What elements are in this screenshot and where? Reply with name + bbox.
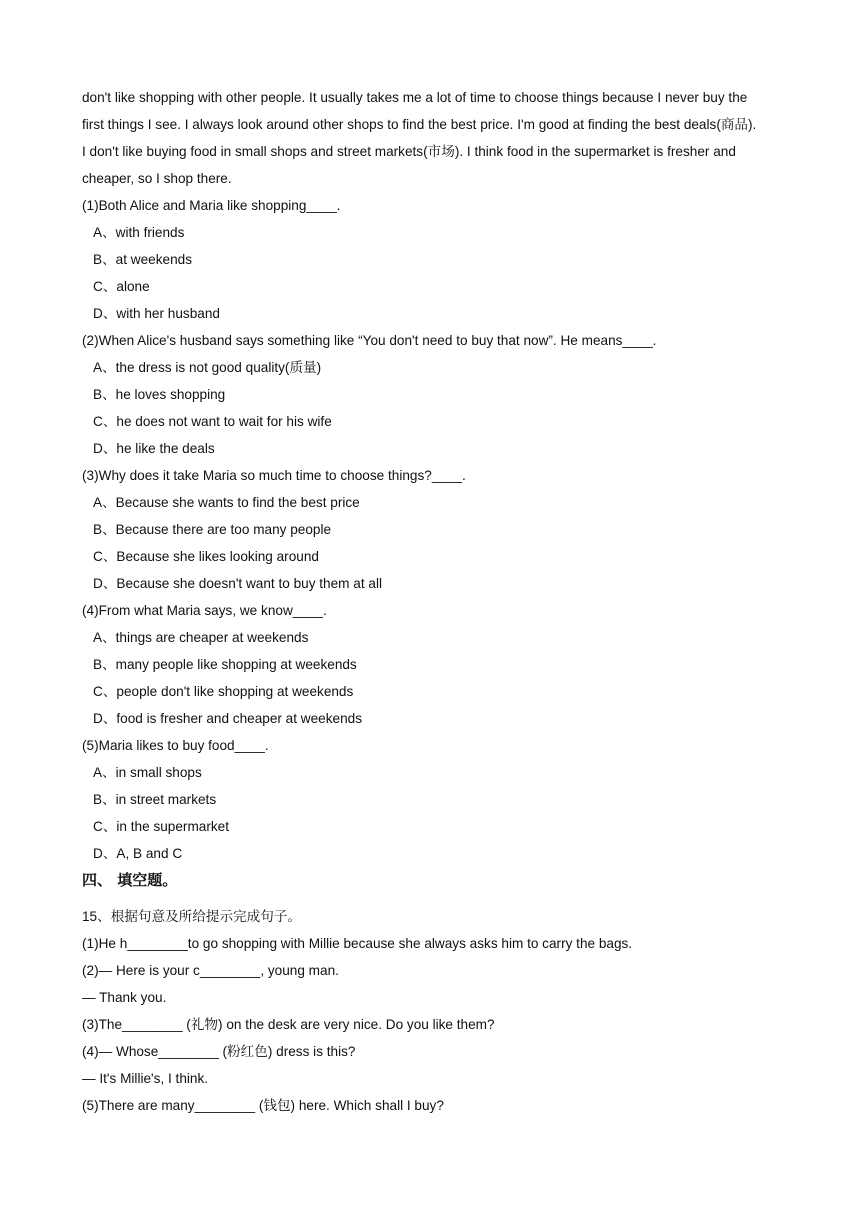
option-d: D、food is fresher and cheaper at weekends	[93, 711, 363, 726]
section-instruction: 15、根据句意及所给提示完成句子。	[82, 909, 302, 924]
question-stem: (1)Both Alice and Maria like shopping____.	[82, 198, 341, 213]
fill-line: — It's Millie's, I think.	[82, 1071, 209, 1086]
option-b: B、Because there are too many people	[93, 522, 332, 537]
fill-in-section	[82, 903, 782, 1119]
option-a: A、Because she wants to find the best price	[93, 495, 360, 510]
option-b: B、many people like shopping at weekends	[93, 657, 357, 672]
question-5	[82, 732, 782, 867]
fill-line: (1)He h________to go shopping with Millie because she always asks him to carry the bags.	[82, 936, 633, 951]
document-page	[82, 84, 782, 1119]
passage-line: I don't like buying food in small shops and street markets(市场). I think food in the supermarket is fresher and	[82, 144, 736, 159]
passage-line: don't like shopping with other people. It usually takes me a lot of time to choose things because I never buy the	[82, 90, 748, 105]
fill-line: (2)— Here is your c________, young man.	[82, 963, 339, 978]
option-c: C、he does not want to wait for his wife	[93, 414, 332, 429]
question-4	[82, 597, 782, 732]
option-c: C、people don't like shopping at weekends	[93, 684, 354, 699]
reading-passage	[82, 84, 782, 192]
option-a: A、the dress is not good quality(质量)	[93, 360, 322, 375]
passage-line: first things I see. I always look around other shops to find the best price. I'm good at finding the best deals(商品).	[82, 117, 757, 132]
option-c: C、Because she likes looking around	[93, 549, 319, 564]
option-d: D、Because she doesn't want to buy them at all	[93, 576, 382, 591]
option-a: A、in small shops	[93, 765, 202, 780]
question-2	[82, 327, 782, 462]
option-a: A、with friends	[93, 225, 185, 240]
option-c: C、alone	[93, 279, 150, 294]
fill-line: — Thank you.	[82, 990, 167, 1005]
question-stem: (5)Maria likes to buy food____.	[82, 738, 269, 753]
question-stem: (2)When Alice's husband says something like “You don't need to buy that now”. He means____.	[82, 333, 657, 348]
fill-line: (4)— Whose________ (粉红色) dress is this?	[82, 1044, 356, 1059]
option-b: B、at weekends	[93, 252, 192, 267]
option-a: A、things are cheaper at weekends	[93, 630, 309, 645]
question-3	[82, 462, 782, 597]
question-1	[82, 192, 782, 327]
option-d: D、with her husband	[93, 306, 220, 321]
option-b: B、in street markets	[93, 792, 217, 807]
fill-line: (3)The________ (礼物) on the desk are very nice. Do you like them?	[82, 1017, 495, 1032]
section-heading: 四、 填空题。	[82, 871, 178, 889]
option-d: D、he like the deals	[93, 441, 215, 456]
option-b: B、he loves shopping	[93, 387, 226, 402]
question-stem: (4)From what Maria says, we know____.	[82, 603, 327, 618]
fill-line: (5)There are many________ (钱包) here. Which shall I buy?	[82, 1098, 444, 1113]
option-c: C、in the supermarket	[93, 819, 229, 834]
option-d: D、A, B and C	[93, 846, 183, 861]
question-stem: (3)Why does it take Maria so much time to choose things?____.	[82, 468, 466, 483]
passage-line: cheaper, so I shop there.	[82, 171, 232, 186]
